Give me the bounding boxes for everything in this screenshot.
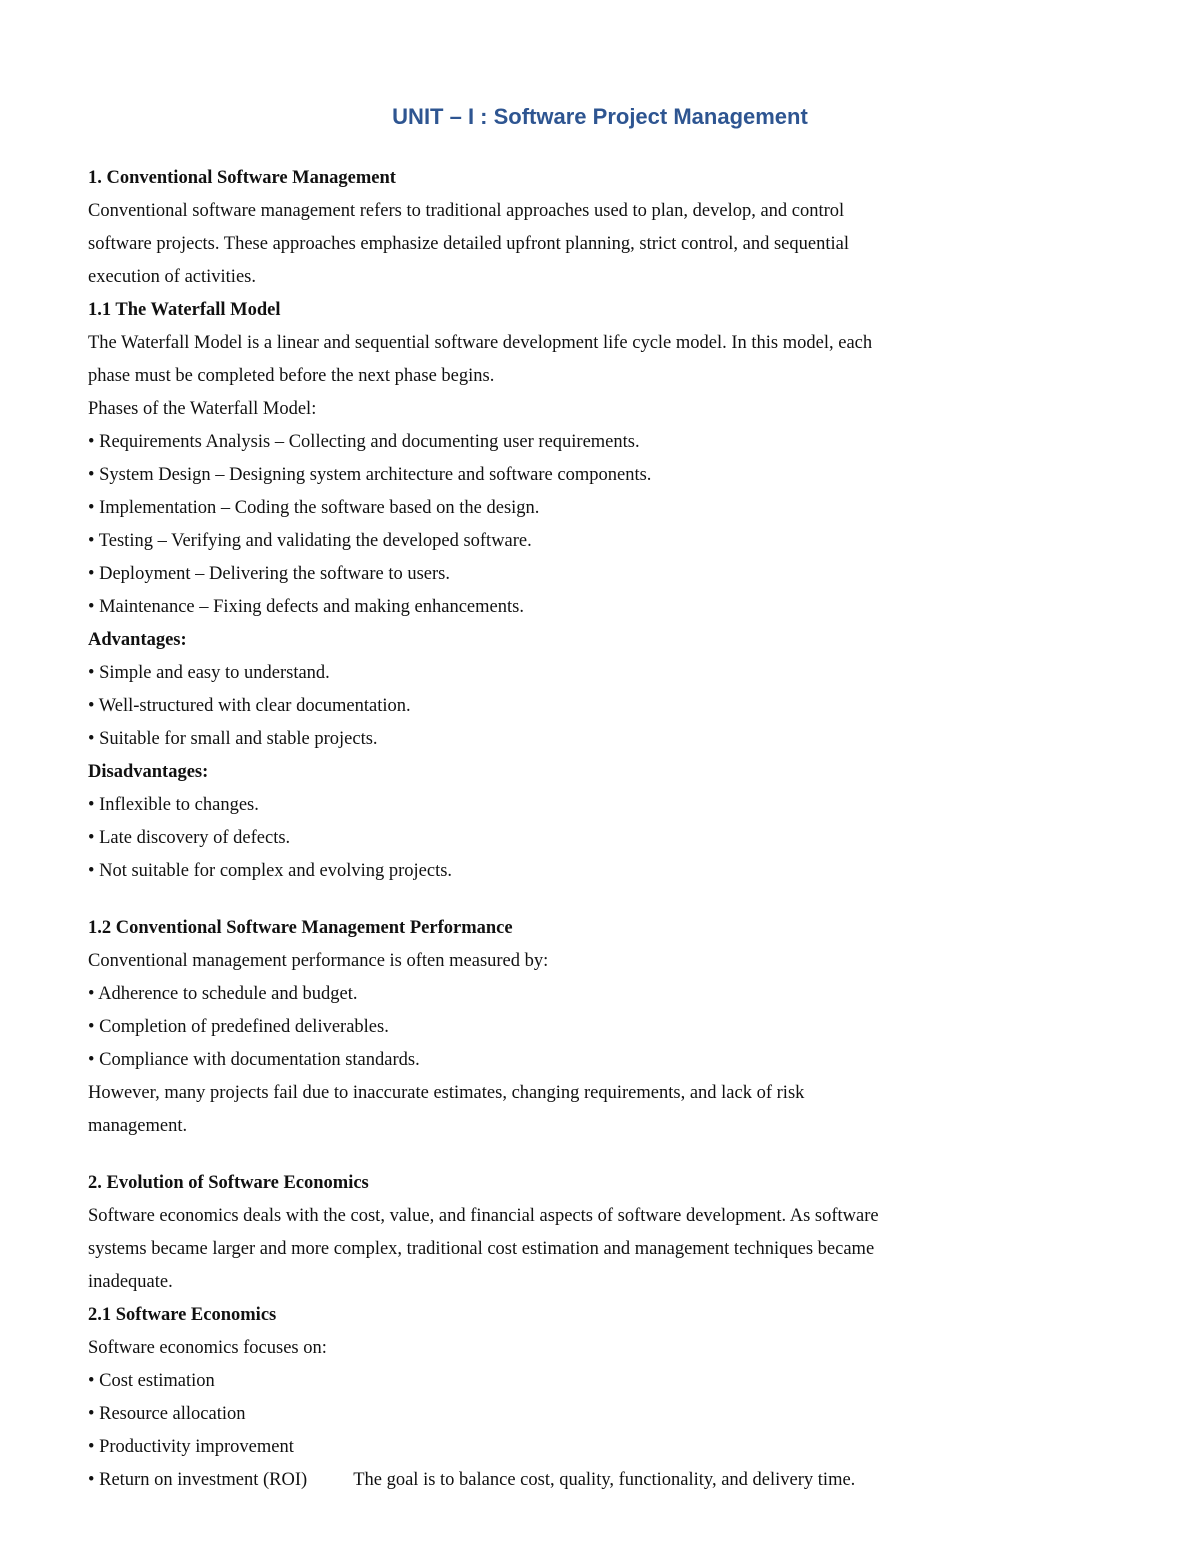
paragraph-line: phase must be completed before the next phase begins. (88, 366, 495, 386)
paragraph-line: Conventional management performance is often measured by: (88, 951, 549, 971)
paragraph-line: inadequate. (88, 1272, 173, 1292)
goal-note: The goal is to balance cost, quality, functionality, and delivery time. (353, 1470, 856, 1490)
section-heading: 2. Evolution of Software Economics (88, 1173, 369, 1193)
list-item: • Late discovery of defects. (88, 828, 291, 848)
list-item: • Well-structured with clear documentation. (88, 696, 411, 716)
list-item: • Adherence to schedule and budget. (88, 984, 358, 1004)
list-item: • Return on investment (ROI) (88, 1470, 308, 1490)
list-item: • Suitable for small and stable projects. (88, 729, 378, 749)
list-item: • Maintenance – Fixing defects and making enhancements. (88, 597, 524, 617)
page-title: UNIT – I : Software Project Management (392, 104, 808, 129)
section-heading: 1. Conventional Software Management (88, 168, 396, 188)
list-item-with-note (88, 1464, 1118, 1497)
list-item: • Productivity improvement (88, 1437, 294, 1457)
list-item: • Requirements Analysis – Collecting and documenting user requirements. (88, 432, 640, 452)
phases-label: Phases of the Waterfall Model: (88, 399, 317, 419)
subsection-heading: 1.1 The Waterfall Model (88, 300, 281, 320)
paragraph-line: management. (88, 1116, 188, 1136)
paragraph-line: execution of activities. (88, 267, 256, 287)
list-item: • Implementation – Coding the software based on the design. (88, 498, 540, 518)
paragraph-line: However, many projects fail due to inaccurate estimates, changing requirements, and lack of risk (88, 1083, 805, 1103)
paragraph-line: systems became larger and more complex, traditional cost estimation and management techniques became (88, 1239, 875, 1259)
list-item: • Deployment – Delivering the software to users. (88, 564, 450, 584)
list-item: • Inflexible to changes. (88, 795, 259, 815)
list-item: • Testing – Verifying and validating the developed software. (88, 531, 532, 551)
list-item: • Resource allocation (88, 1404, 246, 1424)
paragraph-line: Software economics deals with the cost, value, and financial aspects of software development. As software (88, 1206, 879, 1226)
list-item: • Compliance with documentation standards. (88, 1050, 420, 1070)
list-item: • System Design – Designing system architecture and software components. (88, 465, 652, 485)
paragraph-line: Software economics focuses on: (88, 1338, 327, 1358)
subsection-heading: 1.2 Conventional Software Management Performance (88, 918, 513, 938)
list-item: • Completion of predefined deliverables. (88, 1017, 389, 1037)
paragraph-line: The Waterfall Model is a linear and sequential software development life cycle model. In this model, each (88, 333, 873, 353)
advantages-label: Advantages: (88, 630, 187, 650)
paragraph-line: software projects. These approaches emphasize detailed upfront planning, strict control, and sequential (88, 234, 849, 254)
list-item: • Simple and easy to understand. (88, 663, 330, 683)
subsection-heading: 2.1 Software Economics (88, 1305, 277, 1325)
paragraph-line: Conventional software management refers to traditional approaches used to plan, develop, and control (88, 201, 845, 221)
disadvantages-label: Disadvantages: (88, 762, 209, 782)
document-body (88, 162, 1118, 1497)
list-item: • Not suitable for complex and evolving projects. (88, 861, 453, 881)
list-item: • Cost estimation (88, 1371, 215, 1391)
